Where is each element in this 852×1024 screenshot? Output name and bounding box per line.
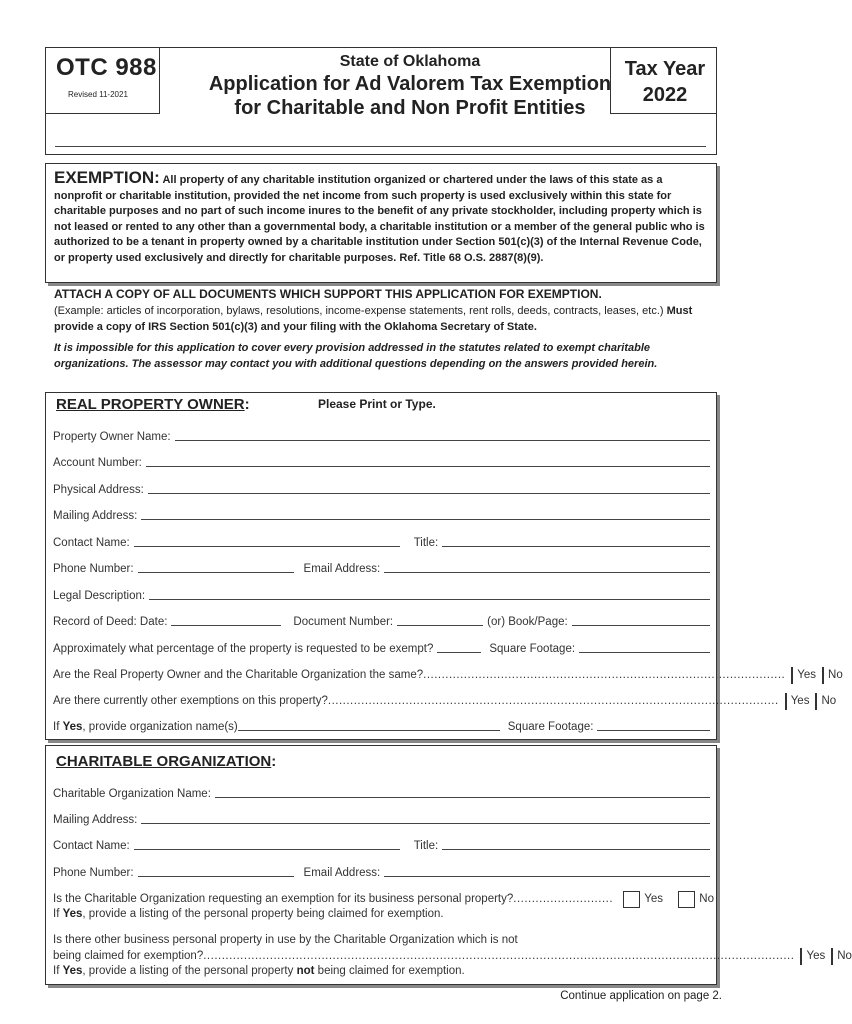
exemption-text: All property of any charitable institution organized or chartered under the laws of this state as a nonprofit or charitable institution, provided the net income from such property is used exclusively within this state for charitable purposes and no part of such income inures to the benefit of any private stockholder, including property which is not leased or rented to any other than a governmental body, a charitable institution or a member of the general public who is authorized to be a tenant in property owned by a charitable institution under Section 501(c)(3) of the Internal Revenue Code, or property used exclusively and directly for charitable purposes. Ref. Title 68 O.S. 2887(8)(9).: [54, 174, 705, 264]
org-mailing-field[interactable]: [141, 823, 710, 824]
real-property-colon: :: [244, 396, 250, 413]
account-number-label: Account Number:: [53, 457, 142, 469]
org-mailing-label: Mailing Address:: [53, 814, 138, 826]
other-bpp-line1: Is there other business personal property in use by the Charitable Organization which is not: [53, 934, 518, 946]
title-field[interactable]: [442, 546, 710, 547]
tax-year: [611, 56, 719, 108]
row-percent: [53, 639, 714, 655]
form-title: [175, 72, 645, 120]
other-if-bold: Yes: [62, 965, 83, 977]
square-footage-field-2[interactable]: [597, 730, 710, 731]
charitable-org-title: CHARITABLE ORGANIZATION: [56, 753, 272, 770]
other-bpp-yes-label: Yes: [806, 950, 826, 962]
mailing-address-field[interactable]: [141, 519, 710, 520]
account-number-field[interactable]: [146, 466, 710, 467]
other-exemptions-no-label: No: [821, 695, 837, 707]
charitable-org-heading: [56, 753, 276, 771]
row-owner-name: [53, 427, 714, 443]
bpp-no-label: No: [699, 893, 714, 905]
row-deed: [53, 612, 714, 628]
bpp-if-yes-note: [53, 906, 714, 922]
phone-label: Phone Number:: [53, 563, 134, 575]
org-names-field[interactable]: [238, 730, 500, 731]
charitable-org-colon: :: [271, 753, 277, 770]
disclaimer: It is impossible for this application to cover every provision addressed in the statutes related to exempt charitable organizations. The assessor may contact you with additional questions depending on the answers provided herein.: [54, 342, 658, 370]
exemption-text-block: [54, 170, 708, 267]
bpp-if-text: , provide a listing of the personal property being claimed for exemption.: [82, 908, 444, 920]
square-footage-field[interactable]: [579, 652, 710, 653]
legal-description-field[interactable]: [149, 599, 710, 600]
other-bpp-line2: being claimed for exemption?: [53, 950, 204, 962]
row-org-name: [53, 784, 714, 800]
title-block: [175, 48, 645, 119]
attach-note: [54, 303, 724, 335]
phone-field[interactable]: [138, 572, 294, 573]
row-legal-description: [53, 586, 714, 602]
org-name-field[interactable]: [215, 797, 710, 798]
other-if-not: not: [296, 965, 315, 977]
square-footage-label-2: Square Footage:: [507, 721, 594, 733]
same-no-checkbox[interactable]: [822, 667, 824, 684]
book-page-label: (or) Book/Page:: [487, 616, 568, 628]
contact-name-field[interactable]: [134, 546, 400, 547]
if-yes-prefix: If: [53, 721, 60, 733]
form-code: OTC 988: [56, 54, 157, 81]
legal-description-label: Legal Description:: [53, 590, 146, 602]
org-name-label: Charitable Organization Name:: [53, 788, 211, 800]
leader-dots: ................................................................................................................................................................: [203, 950, 795, 962]
leader-dots: ..................................................................................................: [423, 669, 786, 681]
attach-note-required: Must provide a copy of IRS Section 501(c)(3) and your filing with the Oklahoma Secretary of State.: [54, 305, 693, 333]
if-yes-text: , provide organization name(s): [82, 721, 238, 733]
bpp-if-bold: Yes: [62, 908, 83, 920]
owner-name-field[interactable]: [175, 440, 710, 441]
real-property-title: REAL PROPERTY OWNER: [56, 396, 245, 413]
row-org-contact: [53, 836, 714, 852]
form-title-line2: for Charitable and Non Profit Entities: [234, 97, 586, 119]
org-email-field[interactable]: [384, 876, 710, 877]
row-bpp-question: [53, 889, 714, 905]
other-exemptions-no-checkbox[interactable]: [815, 693, 817, 710]
email-field[interactable]: [384, 572, 710, 573]
tax-year-value: 2022: [642, 84, 688, 106]
same-no-label: No: [828, 669, 843, 681]
tax-year-box: [610, 47, 717, 114]
email-label: Email Address:: [303, 563, 381, 575]
other-exemptions-yes-checkbox[interactable]: [785, 693, 787, 710]
bpp-question: Is the Charitable Organization requesting an exemption for its business personal property?: [53, 893, 514, 905]
document-number-field[interactable]: [397, 625, 483, 626]
leader-dots: ...........................: [513, 893, 614, 905]
other-bpp-no-label: No: [837, 950, 852, 962]
header-left-border: [45, 47, 46, 155]
other-exemptions-yes-label: Yes: [790, 695, 810, 707]
percent-question: Approximately what percentage of the property is requested to be exempt?: [53, 643, 434, 655]
percent-field[interactable]: [437, 652, 481, 653]
row-physical-address: [53, 480, 714, 496]
other-bpp-if-yes-note: [53, 963, 714, 979]
row-org-mailing: [53, 810, 714, 826]
deed-date-field[interactable]: [171, 625, 281, 626]
revised-date: Revised 11-2021: [68, 90, 128, 99]
deed-date-label: Record of Deed: Date:: [53, 616, 168, 628]
row-org-names: [53, 717, 714, 733]
mailing-address-label: Mailing Address:: [53, 510, 138, 522]
org-contact-label: Contact Name:: [53, 840, 130, 852]
org-phone-field[interactable]: [138, 876, 294, 877]
row-other-bpp: [53, 946, 852, 962]
same-yes-checkbox[interactable]: [791, 667, 793, 684]
row-phone-email: [53, 559, 714, 575]
physical-address-field[interactable]: [148, 493, 710, 494]
state-title: State of Oklahoma: [339, 53, 481, 70]
org-phone-label: Phone Number:: [53, 867, 134, 879]
book-page-field[interactable]: [572, 625, 710, 626]
org-title-field[interactable]: [442, 849, 710, 850]
physical-address-label: Physical Address:: [53, 484, 144, 496]
contact-name-label: Contact Name:: [53, 537, 130, 549]
other-if-prefix: If: [53, 965, 60, 977]
real-property-heading: [56, 396, 250, 414]
document-number-label: Document Number:: [293, 616, 394, 628]
row-contact: [53, 533, 714, 549]
attach-note-text: (Example: articles of incorporation, bylaws, resolutions, income-expense statements, rent rolls, deeds, contracts, leases, etc.): [54, 305, 664, 317]
square-footage-label: Square Footage:: [489, 643, 576, 655]
bpp-if-prefix: If: [53, 908, 60, 920]
if-yes-bold: Yes: [62, 721, 83, 733]
row-same-question: [53, 665, 843, 681]
other-exemptions-question: Are there currently other exemptions on this property?: [53, 695, 328, 707]
form-title-line1: Application for Ad Valorem Tax Exemption: [208, 73, 612, 95]
other-bpp-no-checkbox[interactable]: [831, 948, 833, 965]
row-org-phone-email: [53, 863, 714, 879]
exemption-label: EXEMPTION:: [54, 168, 160, 187]
org-email-label: Email Address:: [303, 867, 381, 879]
attach-title: ATTACH A COPY OF ALL DOCUMENTS WHICH SUPPORT THIS APPLICATION FOR EXEMPTION.: [54, 287, 602, 301]
owner-name-label: Property Owner Name:: [53, 431, 171, 443]
same-yes-label: Yes: [797, 669, 817, 681]
same-question: Are the Real Property Owner and the Charitable Organization the same?: [53, 669, 424, 681]
exemption-box: [45, 163, 717, 283]
bpp-yes-label: Yes: [644, 893, 664, 905]
title-label: Title:: [413, 537, 439, 549]
org-title-label: Title:: [413, 840, 439, 852]
row-mailing-address: [53, 506, 714, 522]
row-other-exemptions: [53, 691, 837, 707]
print-note: Please Print or Type.: [318, 397, 436, 411]
other-bpp-yes-checkbox[interactable]: [800, 948, 802, 965]
leader-dots: ..........................................................................................................................: [327, 695, 779, 707]
tax-year-label: Tax Year: [624, 58, 706, 80]
continue-note: Continue application on page 2.: [560, 990, 722, 1002]
org-contact-field[interactable]: [134, 849, 400, 850]
other-if-text2: being claimed for exemption.: [317, 965, 465, 977]
other-if-text1: , provide a listing of the personal property: [82, 965, 294, 977]
row-account-number: [53, 453, 714, 469]
header-signature-line: [55, 146, 706, 147]
